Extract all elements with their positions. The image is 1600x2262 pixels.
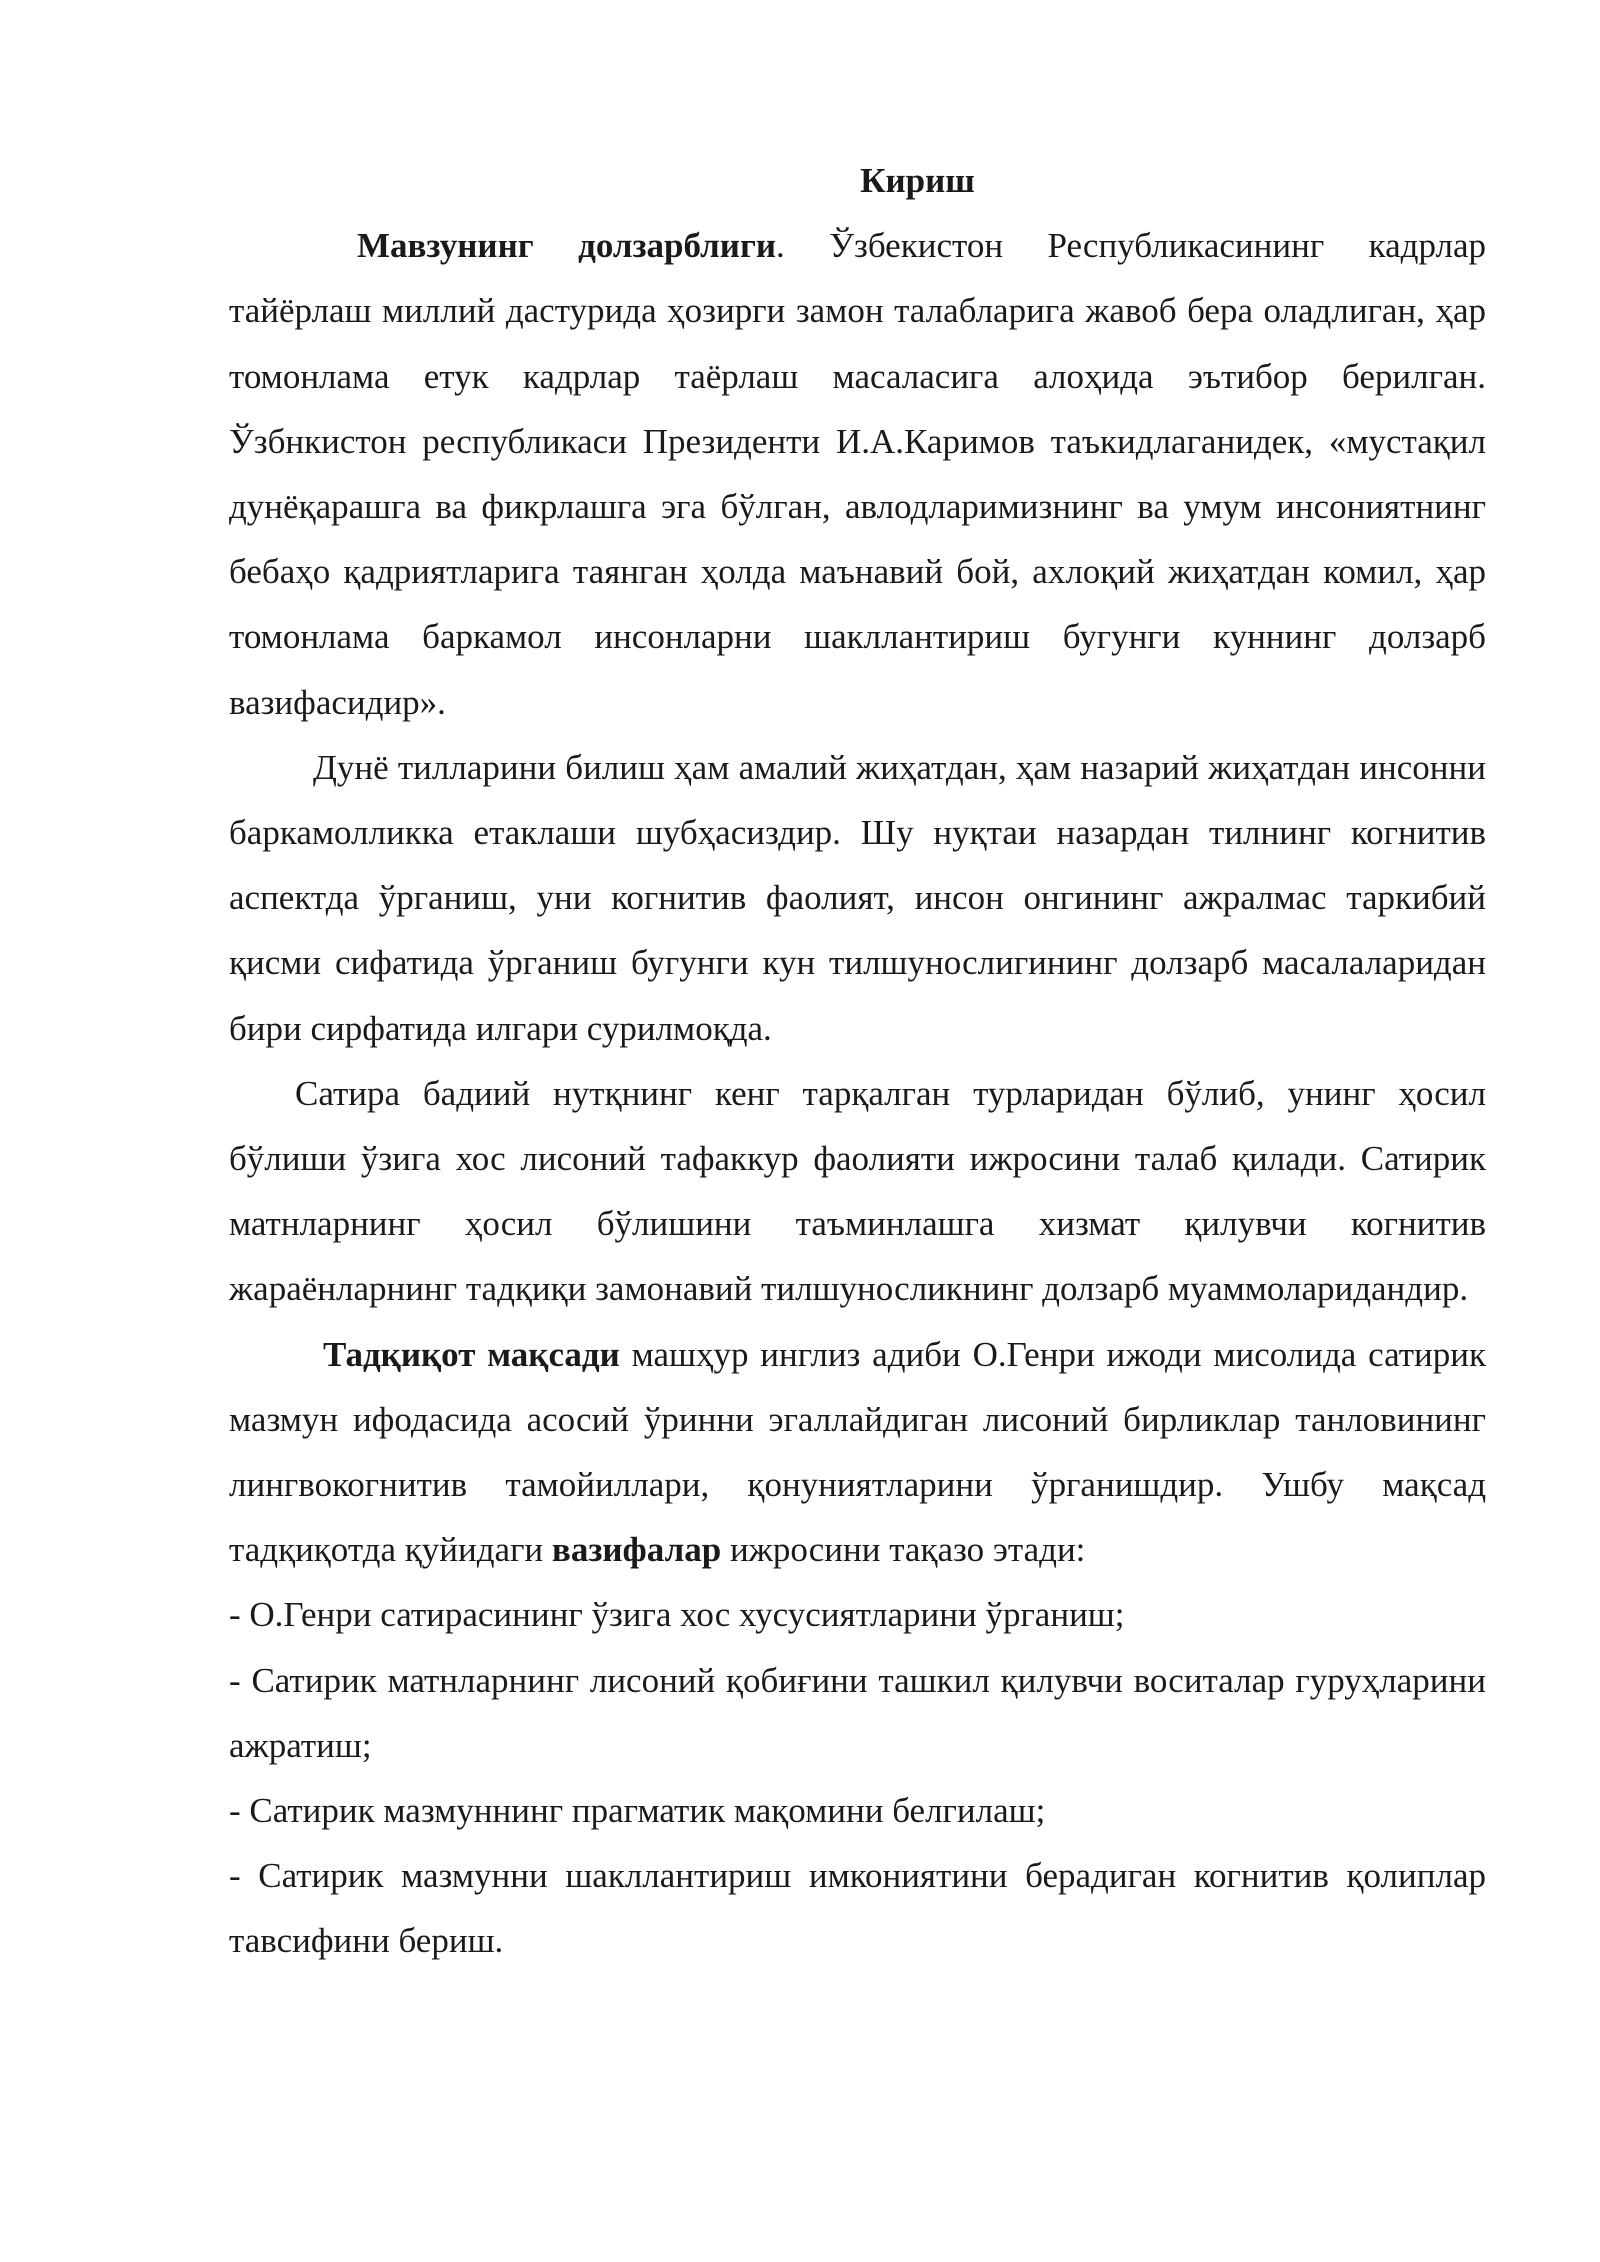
relevance-text: . Ўзбекистон Республикасининг кадрлар тайёрлаш миллий дастурида ҳозирги замон талабларига жавоб бера оладлиган, ҳар томонлама етук кадрлар таёрлаш масаласига алоҳида эътибор берилган. Ўзбнкистон республикаси Президенти И.А.Каримов таъкидлаганидек, «мустақил дунёқарашга ва фикрлашга эга бўлган, авлодларимизнинг ва умум инсониятнинг бебаҳо қадриятларига таянган ҳолда маънавий бой, ахлоқий жиҳатдан комил, ҳар томонлама баркамол инсонларни шакллантириш бугунги куннинг долзарб вазифасидир». xyxy=(229,226,1486,722)
relevance-heading: Мавзунинг долзарблиги xyxy=(357,226,777,266)
document-body xyxy=(229,148,1486,1974)
paragraph-languages: Дунё тилларини билиш ҳам амалий жиҳатдан, ҳам назарий жиҳатдан инсонни баркамолликка етаклаши шубҳасиздир. Шу нуқтаи назардан тилнинг когнитив аспектда ўрганиш, уни когнитив фаолият, инсон онгининг ажралмас таркибий қисми сифатида ўрганиш бугунги кун тилшунослигининг долзарб масалаларидан бири сирфатида илгари сурилмоқда. xyxy=(229,747,1486,1048)
page-title: Кириш xyxy=(860,161,975,200)
task-item: - Сатирик мазмунни шакллантириш имкониятини берадиган когнитив қолиплар тавсифини бериш. xyxy=(229,1856,1486,1961)
research-goal-text-end: ижросини тақазо этади: xyxy=(721,1530,1086,1570)
paragraph-research-goal xyxy=(229,1322,1486,1583)
task-item: - О.Генри сатирасининг ўзига хос хусусиятларини ўрганиш; xyxy=(229,1595,1125,1635)
task-item: - Сатирик матнларнинг лисоний қобиғини ташкил қилувчи воситалар гуруҳларини ажратиш; xyxy=(229,1660,1486,1765)
paragraph-relevance xyxy=(229,213,1486,735)
task-item: - Сатирик мазмуннинг прагматик мақомини белгилаш; xyxy=(229,1791,1046,1831)
research-goal-text: машҳур инглиз адиби О.Генри ижоди мисолида сатирик мазмун ифодасида асосий ўринни эгаллайдиган лисоний бирликлар танловининг лингвокогнитив тамойиллари, қонуниятларини ўрганишдир. Ушбу мақсад тадқиқотда қуйидаги xyxy=(229,1334,1486,1570)
tasks-keyword: вазифалар xyxy=(551,1530,722,1570)
research-goal-heading: Тадқиқот мақсади xyxy=(323,1334,620,1374)
paragraph-satire: Сатира бадиий нутқнинг кенг тарқалган турларидан бўлиб, унинг ҳосил бўлиши ўзига хос лисоний тафаккур фаолияти ижросини талаб қилади. Сатирик матнларнинг ҳосил бўлишини таъминлашга хизмат қилувчи когнитив жараёнларнинг тадқиқи замонавий тилшуносликнинг долзарб муаммоларидандир. xyxy=(229,1073,1486,1309)
